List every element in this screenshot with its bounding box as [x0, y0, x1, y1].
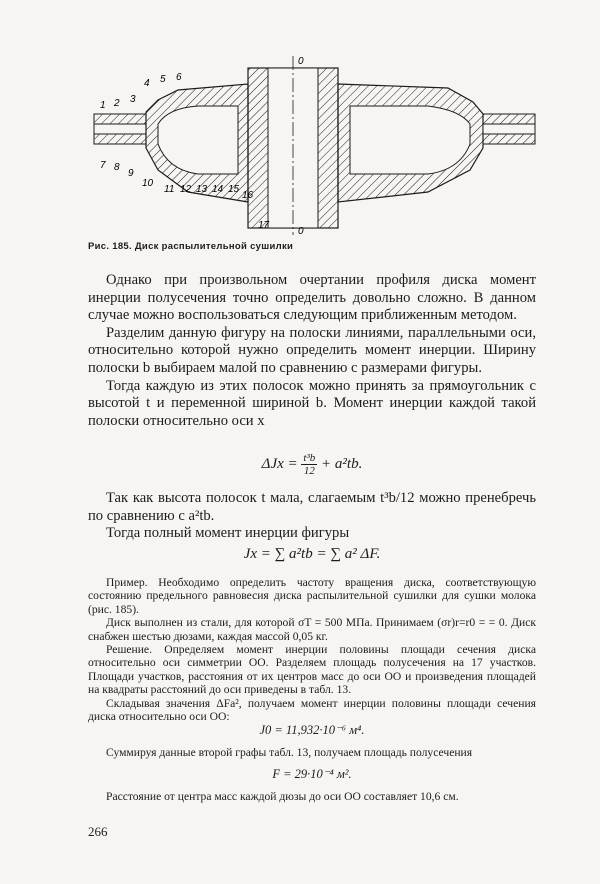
example-text: [88, 576, 536, 723]
formula-rhs: + a²tb.: [321, 455, 363, 472]
part-label: 16: [242, 190, 254, 201]
part-label: 3: [130, 94, 136, 105]
part-label: 7: [100, 160, 106, 171]
part-label: 1: [100, 100, 106, 111]
disk-cross-section-figure: [88, 52, 548, 237]
formula-f: F = 29·10⁻⁴ м².: [272, 767, 352, 781]
page-number: 266: [88, 824, 108, 839]
part-label: 14: [212, 184, 224, 195]
last-text: [88, 790, 536, 803]
body-text-mid: [88, 490, 536, 543]
formula-jx-sum: Jx = ∑ a²tb = ∑ a² ΔF.: [243, 546, 381, 562]
part-label: 8: [114, 162, 120, 173]
part-label: 10: [142, 178, 154, 189]
formula-lhs: ΔJx =: [261, 455, 298, 472]
paragraph: Тогда полный момент инерции фигуры: [106, 525, 350, 542]
formula-j0: J0 = 11,932·10⁻⁶ м⁴.: [259, 723, 365, 737]
axis-label-bottom: 0: [298, 226, 304, 237]
formula-delta-jx: [88, 452, 536, 477]
paragraph: Диск выполнен из стали, для которой σT = 500 МПа. Принимаем (σr)r=r0 = = 0. Диск снабжен шестью дюзами, каждая массой 0,05 кг.: [88, 616, 536, 643]
fraction-denominator: 12: [303, 465, 315, 477]
left-nozzle: [94, 114, 146, 144]
fraction-numerator: t³b: [303, 452, 316, 464]
part-label: 9: [128, 168, 134, 179]
figure-caption: Рис. 185. Диск распылительной сушилки: [88, 241, 294, 252]
paragraph: Разделим данную фигуру на полоски линиями, параллельными оси, относительно которой нужно определить момент инерции. Ширину полоски b выбираем малой по сравнению с размерами фигуры.: [88, 324, 536, 376]
sum-text: [88, 746, 536, 759]
formula-fraction: [301, 452, 317, 477]
disk-body: [146, 68, 483, 228]
paragraph: Расстояние от центра масс каждой дюзы до оси OO составляет 10,6 см.: [106, 790, 459, 803]
part-label: 2: [114, 98, 120, 109]
part-label: 13: [196, 184, 208, 195]
part-label: 12: [180, 184, 192, 195]
axis-label-top: 0: [298, 56, 304, 67]
body-text-top: [88, 272, 536, 430]
part-label: 6: [176, 72, 182, 83]
part-label: 11: [164, 184, 175, 195]
paragraph: Пример. Необходимо определить частоту вращения диска, соответствующую состоянию предельного равновесия диска распылительной сушилки для сушки молока (рис. 185).: [88, 576, 536, 616]
paragraph: Решение. Определяем момент инерции половины площади сечения диска относительно оси симметрии OO. Разделяем площадь полусечения на 17 участков. Площади участков, расстояния от их центров масс до оси OO и произведения площадей на квадраты расстояний до оси приведены в табл. 13.: [88, 643, 536, 697]
paragraph: Однако при произвольном очертании профиля диска момент инерции полусечения точно определить довольно сложно. В данном случае можно воспользоваться следующим приближенным методом.: [88, 272, 536, 324]
paragraph: Тогда каждую из этих полосок можно принять за прямоугольник с высотой t и переменной шириной b. Момент инерции каждой такой полоски относительно оси x: [88, 377, 536, 429]
part-label: 5: [160, 74, 166, 85]
paragraph: Суммируя данные второй графы табл. 13, получаем площадь полусечения: [106, 746, 473, 759]
part-label: 15: [228, 184, 240, 195]
right-nozzle: [483, 114, 535, 144]
part-label: 4: [144, 78, 150, 89]
paragraph: Складывая значения ΔFa², получаем момент инерции половины площади сечения диска относительно оси OO:: [88, 696, 536, 724]
paragraph: Так как высота полосок t мала, слагаемым t³b/12 можно пренебречь по сравнению с a²tb.: [88, 490, 536, 524]
part-label: 17: [258, 220, 270, 231]
